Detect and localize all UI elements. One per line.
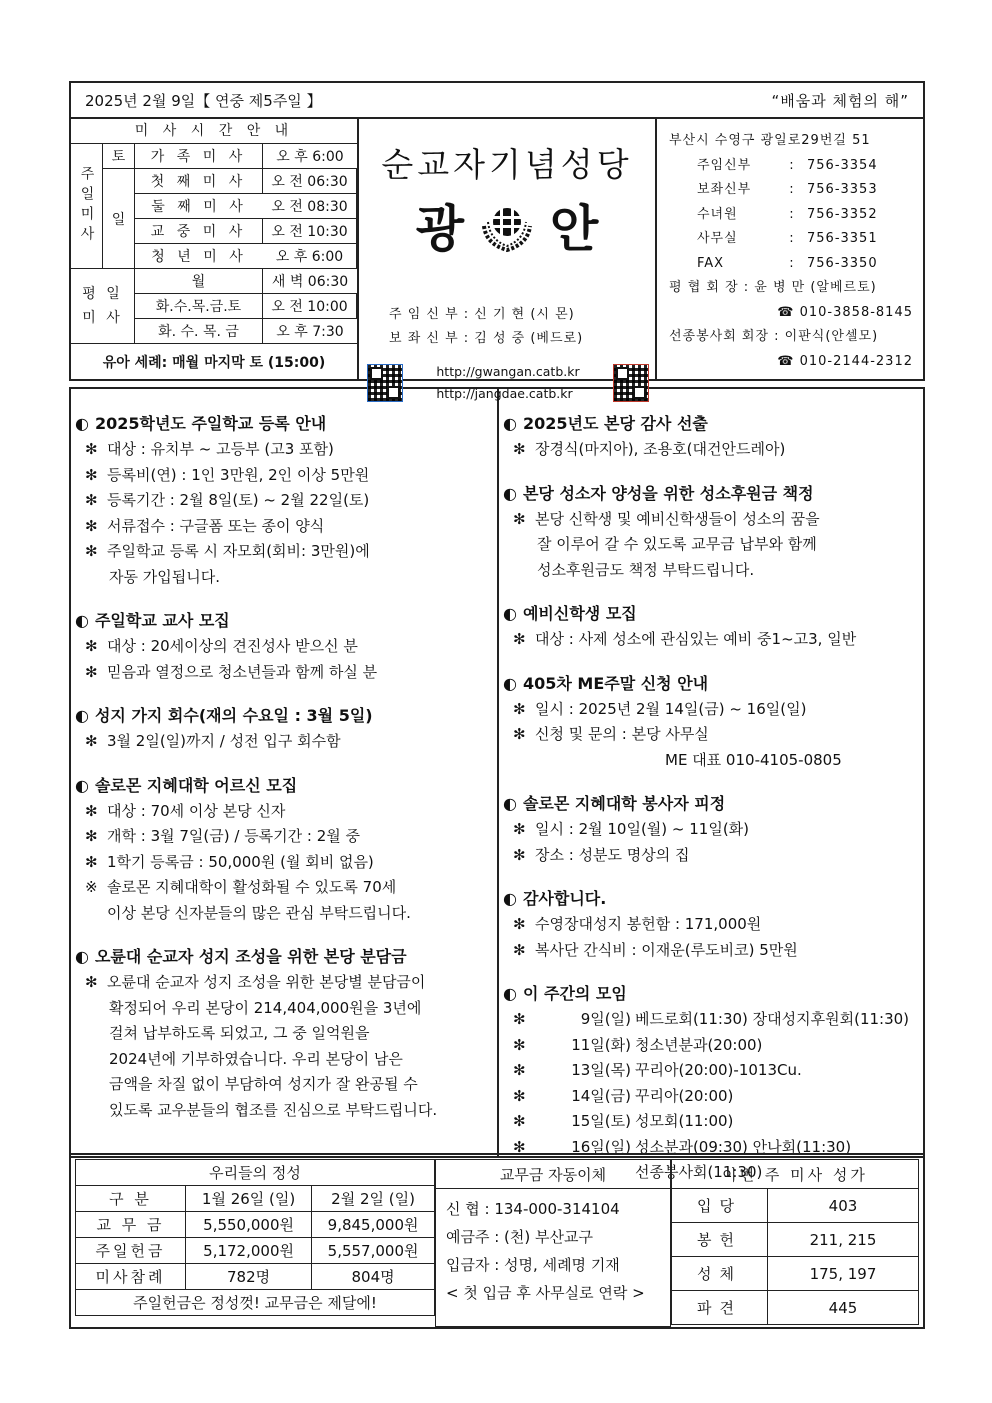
transfer-holder: 예금주 : (천) 부산교구 xyxy=(446,1228,593,1246)
announcement-line: 복사단 간식비 : 이재운(루도비코) 5만원 xyxy=(535,940,798,959)
contact-label: 사무실 xyxy=(697,231,738,246)
announcement-line: 대상 : 20세이상의 견진성사 받으신 분 xyxy=(107,637,358,655)
church-title-area xyxy=(359,119,657,401)
contact-number: 756-3353 xyxy=(807,182,878,197)
church-emblem-icon xyxy=(474,192,540,258)
announcement-line: 장경식(마지아), 조용호(대건안드레아) xyxy=(535,440,786,458)
announcement-line: 등록기간 : 2월 8일(토) ~ 2월 22일(토) xyxy=(107,491,370,509)
schedule-name: 첫 째 미 사 xyxy=(135,169,263,194)
weekly-meetings: ◐ 이 주간의 모임 ✻ 9일(일) 베드로회(11:30) 장대성지후원회(11:30) ✻ 11일(화) 청소년분과(20:00) ✻ 13일(목) 꾸리아(20:00)-1013Cu. ✻ 14일(금) 꾸리아(20:00) ✻ 15일(토) 성모회(11:00) ✻ 16일(일) 성소분과(09:30) 안나회(11:30) 선종봉사회(11:30) xyxy=(503,981,923,1186)
hymn-label: 성체 xyxy=(672,1257,768,1291)
meeting-events: 베드로회(11:30) 장대성지후원회(11:30) xyxy=(635,1010,910,1028)
hymns-title: 이번 주 미사 성가 xyxy=(672,1160,919,1189)
meeting-day: 11일(화) xyxy=(571,1035,631,1054)
offerings-value: 5,550,000원 xyxy=(186,1212,312,1238)
announcement-continuation: 2024년에 기부하였습니다. 우리 본당이 남은 xyxy=(109,1049,403,1068)
announcement-section: ◐ 405차 ME주말 신청 안내 ✻ 일시 : 2025년 2월 14일(금) ~ 16일(일) ✻ 신청 및 문의 : 본당 사무실 ME 대표 010-4105-0805 xyxy=(503,671,923,774)
offerings-value: 5,557,000원 xyxy=(312,1238,435,1264)
mass-schedule xyxy=(71,119,359,379)
hymn-number: 445 xyxy=(768,1291,919,1325)
contact-label: 주임신부 xyxy=(697,157,752,173)
announcement-section: ◐ 예비신학생 모집 ✻ 대상 : 사제 성소에 관심있는 예비 중1~고3, 일반 xyxy=(503,601,923,653)
announcement-continuation: 성소후원금도 책정 부탁드립니다. xyxy=(537,560,755,579)
volunteer-phone: ☎ 010-2144-2312 xyxy=(777,353,913,369)
section-marker-icon: ◐ xyxy=(503,673,517,693)
offerings-table xyxy=(75,1159,435,1316)
schedule-name: 화.수.목.금.토 xyxy=(135,294,263,319)
schedule-time: 오 전 10:00 xyxy=(263,294,357,319)
schedule-time: 오 후 6:00 xyxy=(263,144,357,169)
announcement-line: 장소 : 성분도 명상의 집 xyxy=(535,845,690,864)
announcement-line: 서류접수 : 구글폼 또는 종이 양식 xyxy=(107,516,325,535)
announcement-line: 3월 2일(일)까지 / 성전 입구 회수함 xyxy=(107,732,341,750)
hymn-label: 봉헌 xyxy=(672,1223,768,1257)
section-marker-icon: ◐ xyxy=(503,984,517,1003)
section-title: 이 주간의 모임 xyxy=(522,984,627,1003)
schedule-time: 오 전 08:30 xyxy=(263,194,357,219)
offerings-title: 우리들의 정성 xyxy=(76,1160,435,1186)
hymn-number: 211, 215 xyxy=(768,1223,919,1257)
hymns-table xyxy=(671,1159,919,1325)
meeting-day: 9일(일) xyxy=(580,1010,631,1028)
contact-label: 수녀원 xyxy=(697,206,738,222)
section-title: 솔로몬 지혜대학 어르신 모집 xyxy=(94,775,298,795)
schedule-time: 오 전 10:30 xyxy=(263,219,357,244)
announcement-line: 수영장대성지 봉헌함 : 171,000원 xyxy=(535,915,762,933)
schedule-time: 새 벽 06:30 xyxy=(263,269,357,294)
issue-date: 2025년 2월 9일【 연중 제5주일 】 xyxy=(85,91,322,110)
section-marker-icon: ◐ xyxy=(75,414,89,433)
schedule-name: 화. 수. 목. 금 xyxy=(135,319,263,344)
section-title: 감사합니다. xyxy=(522,889,607,908)
announcement-continuation: 있도록 교우분들의 협조를 진심으로 부탁드립니다. xyxy=(109,1100,438,1119)
announcement-continuation: ME 대표 010-4105-0805 xyxy=(665,750,842,769)
contact-number: 756-3350 xyxy=(807,255,878,271)
meeting-events: 선종봉사회(11:30) xyxy=(635,1163,763,1181)
section-title: 솔로몬 지혜대학 봉사자 피정 xyxy=(522,794,726,813)
sunday-label: 일 xyxy=(103,169,135,269)
section-marker-icon: ◐ xyxy=(503,483,517,503)
hymn-label: 파견 xyxy=(672,1291,768,1325)
section-title: 예비신학생 모집 xyxy=(522,604,637,623)
council-phone: ☎ 010-3858-8145 xyxy=(777,304,913,320)
section-marker-icon: ◐ xyxy=(503,414,517,433)
announcement-line: 일시 : 2025년 2월 14일(금) ~ 16일(일) xyxy=(535,699,807,718)
volunteer-president: 선종봉사회 회장 : 이판식(안셀모) xyxy=(669,329,879,344)
transfer-title: 교무금 자동이체 xyxy=(436,1160,671,1189)
contact-number: 756-3351 xyxy=(807,231,878,246)
hymn-number: 403 xyxy=(768,1189,919,1223)
meeting-events: 성모회(11:00) xyxy=(635,1112,734,1130)
meeting-day: 15일(토) xyxy=(571,1112,631,1130)
contact-row: 사무실 : 756-3351 xyxy=(669,227,913,252)
left-column xyxy=(71,389,499,1156)
meeting-events: 성소분과(09:30) 안나회(11:30) xyxy=(635,1137,852,1156)
offerings-label: 교 무 금 xyxy=(76,1212,186,1238)
offerings-value: 804명 xyxy=(312,1264,435,1290)
announcement-section: ◐ 주일학교 교사 모집 ✻ 대상 : 20세이상의 견진성사 받으신 분 ✻ 믿음과 열정으로 청소년들과 함께 하실 분 xyxy=(75,608,497,685)
yearly-motto: “배움과 체험의 해” xyxy=(771,91,909,110)
church-name-right: 안 xyxy=(550,199,599,258)
section-title: 405차 ME주말 신청 안내 xyxy=(522,673,709,693)
section-title: 성지 가지 회수(재의 수요일 : 3월 5일) xyxy=(94,706,373,725)
announcement-section: ◐ 본당 성소자 양성을 위한 성소후원금 책정 ✻ 본당 신학생 및 예비신학생들이 성소의 꿈을 잘 이루어 갈 수 있도록 교무금 납부와 함께 성소후원금도 책정 부탁드립니다. xyxy=(503,481,923,584)
transfer-account: 신 협 : 134-000-314104 xyxy=(446,1200,620,1218)
contact-number: 756-3354 xyxy=(807,157,878,173)
offerings-label: 미사참례 xyxy=(76,1264,186,1290)
url-list xyxy=(436,361,579,405)
sunday-mass-label: 주일미사 xyxy=(71,144,103,269)
announcement-line: 등록비(연) : 1인 3만원, 2인 이상 5만원 xyxy=(107,465,370,484)
saturday-label: 토 xyxy=(103,144,135,169)
announcement-line: 대상 : 사제 성소에 관심있는 예비 중1~고3, 일반 xyxy=(535,630,857,648)
contact-row: 수녀원 : 756-3352 xyxy=(669,203,913,228)
announcement-continuation: 잘 이루어 갈 수 있도록 교무금 납부와 함께 xyxy=(537,535,817,553)
contact-row: 주임신부 : 756-3354 xyxy=(669,154,913,179)
infant-baptism-note: 유아 세례: 매월 마지막 토 (15:00) xyxy=(102,354,326,371)
section-marker-icon: ◐ xyxy=(75,706,89,725)
section-title: 본당 성소자 양성을 위한 성소후원금 책정 xyxy=(522,483,814,503)
announcement-continuation: 자동 가입됩니다. xyxy=(109,567,220,586)
announcement-continuation: 확정되어 우리 본당이 214,404,000원을 3년에 xyxy=(109,998,422,1017)
section-title: 오륜대 순교자 성지 조성을 위한 본당 분담금 xyxy=(94,947,407,966)
qr-code-icon[interactable] xyxy=(613,364,649,402)
contact-label: FAX xyxy=(697,255,725,271)
schedule-time: 오 후 6:00 xyxy=(263,244,357,269)
section-marker-icon: ◐ xyxy=(75,947,89,966)
section-marker-icon: ◐ xyxy=(75,775,89,795)
announcement-line: 대상 : 유치부 ~ 고등부 (고3 포함) xyxy=(107,440,334,458)
meeting-day: 16일(일) xyxy=(571,1137,631,1156)
url-row xyxy=(367,361,649,405)
section-marker-icon: ◐ xyxy=(503,794,517,813)
announcement-continuation: 이상 본당 신자분들의 많은 관심 부탁드립니다. xyxy=(107,903,411,922)
meeting-events: 꾸리아(20:00)-1013Cu. xyxy=(635,1061,802,1079)
pastor-line: 주 임 신 부 : 신 기 현 (시 몬) xyxy=(389,307,575,322)
announcement-section: ◐ 2025학년도 주일학교 등록 안내 ✻ 대상 : 유치부 ~ 고등부 (고3 포함) ✻ 등록비(연) : 1인 3만원, 2인 이상 5만원 ✻ 등록기간 : 2월 8일(토) ~ 2월 22일(토) ✻ 서류접수 : 구글폼 또는 종이 양식 ✻ 주일학교 등록 시 자모회(회비: 3만원)에 자동 가입됩니다. xyxy=(75,411,497,590)
meeting-events: 꾸리아(20:00) xyxy=(635,1086,734,1105)
church-name-left: 광 xyxy=(415,199,464,258)
meeting-day: 14일(금) xyxy=(571,1086,631,1105)
announcement-line: 솔로몬 지혜대학이 활성화될 수 있도록 70세 xyxy=(107,878,397,896)
announcement-section: ◐ 2025년도 본당 감사 선출 ✻ 장경식(마지아), 조용호(대건안드레아) xyxy=(503,411,923,463)
schedule-name: 가 족 미 사 xyxy=(135,144,263,169)
announcement-line: 일시 : 2월 10일(월) ~ 11일(화) xyxy=(535,820,750,838)
meeting-events: 청소년분과(20:00) xyxy=(635,1035,763,1054)
hymn-label: 입당 xyxy=(672,1189,768,1223)
schedule-name: 청 년 미 사 xyxy=(135,244,263,269)
offerings-header: 2월 2일 (일) xyxy=(312,1186,435,1212)
contact-row: FAX : 756-3350 xyxy=(669,252,913,277)
announcement-continuation: 걸쳐 납부하도록 되었고, 그 중 일억원을 xyxy=(109,1024,370,1042)
church-subtitle: 순교자기념성당 xyxy=(381,145,633,184)
announcement-section: ◐ 솔로몬 지혜대학 봉사자 피정 ✻ 일시 : 2월 10일(월) ~ 11일(화) ✻ 장소 : 성분도 명상의 집 xyxy=(503,791,923,868)
section-title: 2025년도 본당 감사 선출 xyxy=(522,414,708,433)
bottom-panel xyxy=(69,1153,925,1329)
section-marker-icon: ◐ xyxy=(75,611,89,630)
meeting-day: 13일(목) xyxy=(571,1061,631,1079)
announcement-line: 주일학교 등록 시 자모회(회비: 3만원)에 xyxy=(107,542,370,560)
section-marker-icon: ◐ xyxy=(503,889,517,908)
website-link[interactable]: http://gwangan.catb.kr xyxy=(436,364,580,379)
header-bar xyxy=(69,81,925,119)
church-name xyxy=(359,189,655,261)
offerings-note: 주일헌금은 정성껏! 교무금은 제달에! xyxy=(76,1290,435,1316)
announcement-line: 대상 : 70세 이상 본당 신자 xyxy=(107,801,286,820)
announcement-section: ◐ 오륜대 순교자 성지 조성을 위한 본당 분담금 ✻ 오륜대 순교자 성지 조성을 위한 본당별 분담금이 확정되어 우리 본당이 214,404,000원을 3년에 걸쳐 납부하도록 되었고, 그 중 일억원을 2024년에 기부하였습니다. 우리 본당이 남은 금액을 차질 없이 부담하여 성지가 잘 완공될 수 있도록 교우분들의 협조를 진심으로 부탁드립니다. xyxy=(75,944,497,1123)
transfer-contact-note: < 첫 입금 후 사무실로 연락 > xyxy=(446,1284,645,1302)
schedule-time: 오 후 7:30 xyxy=(263,319,357,344)
schedule-grid xyxy=(71,144,357,344)
address: 부산시 수영구 광일로29번길 51 xyxy=(669,133,871,148)
schedule-name: 둘 째 미 사 xyxy=(135,194,263,219)
announcement-continuation: 금액을 차질 없이 부담하여 성지가 잘 완공될 수 xyxy=(109,1075,418,1093)
auto-transfer-table xyxy=(435,1159,671,1327)
announcement-line: 1학기 등록금 : 50,000원 (월 회비 없음) xyxy=(107,852,374,871)
assistant-line: 보 좌 신 부 : 김 성 중 (베드로) xyxy=(389,331,584,346)
offerings-header: 1월 26일 (일) xyxy=(186,1186,312,1212)
announcement-section: ◐ 성지 가지 회수(재의 수요일 : 3월 5일) ✻ 3월 2일(일)까지 / 성전 입구 회수함 xyxy=(75,703,497,755)
announcement-line: 본당 신학생 및 예비신학생들이 성소의 꿈을 xyxy=(535,509,820,528)
announcement-section: ◐ 감사합니다. ✻ 수영장대성지 봉헌함 : 171,000원 ✻ 복사단 간식비 : 이재운(루도비코) 5만원 xyxy=(503,886,923,963)
offerings-value: 5,172,000원 xyxy=(186,1238,312,1264)
hymn-number: 175, 197 xyxy=(768,1257,919,1291)
announcement-line: 오륜대 순교자 성지 조성을 위한 본당별 분담금이 xyxy=(107,973,426,991)
contact-number: 756-3352 xyxy=(807,206,878,222)
section-title: 2025학년도 주일학교 등록 안내 xyxy=(94,414,327,433)
priest-list xyxy=(389,303,583,351)
offerings-value: 9,845,000원 xyxy=(312,1212,435,1238)
schedule-time: 오 전 06:30 xyxy=(263,169,357,194)
offerings-value: 782명 xyxy=(186,1264,312,1290)
masthead xyxy=(69,119,925,401)
website-link[interactable]: http://jangdae.catb.kr xyxy=(436,386,573,401)
schedule-title: 미 사 시 간 안 내 xyxy=(71,119,357,144)
announcement-section: ◐ 솔로몬 지혜대학 어르신 모집 ✻ 대상 : 70세 이상 본당 신자 ✻ 개학 : 3월 7일(금) / 등록기간 : 2월 중 ✻ 1학기 등록금 : 50,000원 (월 회비 없음) ※ 솔로몬 지혜대학이 활성화될 수 있도록 70세 이상 본당 신자분들의 많은 관심 부탁드립니다. xyxy=(75,773,497,927)
weekday-mass-label: 평 일 미 사 xyxy=(71,269,135,344)
council-president: 평 협 회 장 : 윤 병 만 (알베르토) xyxy=(669,280,877,295)
contact-info xyxy=(657,119,923,379)
transfer-depositor: 입금자 : 성명, 세례명 기재 xyxy=(446,1256,620,1274)
section-marker-icon: ◐ xyxy=(503,604,517,623)
announcement-line: 믿음과 열정으로 청소년들과 함께 하실 분 xyxy=(107,662,378,681)
announcement-line: 개학 : 3월 7일(금) / 등록기간 : 2월 중 xyxy=(107,827,361,845)
offerings-label: 주일헌금 xyxy=(76,1238,186,1264)
offerings-header: 구 분 xyxy=(76,1186,186,1212)
qr-code-icon[interactable] xyxy=(367,364,403,402)
announcement-line: 신청 및 문의 : 본당 사무실 xyxy=(535,725,709,743)
transfer-details xyxy=(436,1189,671,1327)
schedule-name: 교 중 미 사 xyxy=(135,219,263,244)
contact-row: 보좌신부 : 756-3353 xyxy=(669,178,913,203)
schedule-name: 월 xyxy=(135,269,263,294)
section-title: 주일학교 교사 모집 xyxy=(94,611,230,630)
contact-label: 보좌신부 xyxy=(697,182,752,197)
